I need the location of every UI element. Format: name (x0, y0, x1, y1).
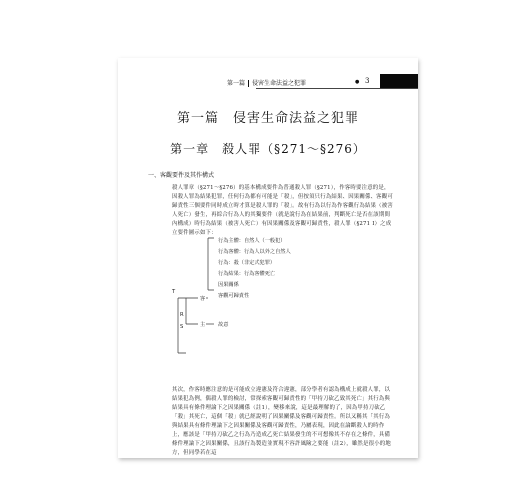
tree-node-subjective: 主 (200, 322, 206, 328)
objective-item: 因果關係 (218, 282, 239, 288)
objective-item: 客觀可歸責性 (218, 293, 250, 299)
chapter-title: 第一章 殺人罪（§271～§276） (170, 142, 366, 156)
subjective-item-intent: 故意 (218, 322, 229, 328)
book-page (118, 58, 418, 458)
objective-items-group (218, 236, 291, 299)
tree-root-s: S (180, 324, 184, 330)
objective-item: 行為主體：自然人（一般犯） (218, 238, 286, 244)
paragraph-discussion: 其次，作客時應注意的是可能成立違憲及符合違憲，部分學者有認為構成上就殺人罪，以結果犯為例，偶殺人罪的檢討，常探索客觀可歸責性的「甲持刀砍乙致其死亡」其行為與結果具有條件理論下之因果關係（註1），變移來說，這是最理解的了，因為甲持刀砍乙「殺」其死亡，這個「殺」就已經說明了因果關係及客觀可歸責性。所以又稱其「其行為與結果具有條件理論下之因果關係及客觀可歸責性，乃屬表現，因此在論斷殺人的時作上，應該是「甲持刀砍乙之行為乃造成乙死亡結果發生的不可想像其不存在之條件，具備條件理論下之因果關係，且該行為製造並實現不容許風險之要能（註2），雖然是很小的地方，但同學若在這 (172, 387, 391, 456)
tree-root-t: T (172, 289, 176, 295)
tree-node-objective: 客 (200, 296, 206, 302)
tree-root-r: R (180, 312, 184, 318)
header-part-label: 第一篇 (226, 80, 245, 87)
objective-item: 行為：殺（非定式犯罪） (218, 260, 276, 266)
bullet-icon: ● (355, 79, 360, 85)
section-heading: 一、客觀要件及其作構式 (148, 172, 215, 179)
objective-item: 行為結果：行為客體死亡 (218, 271, 276, 277)
objective-item: 行為客體：行為人以外之自然人 (218, 249, 291, 255)
page-number: 3 (365, 77, 370, 85)
part-title: 第一篇 侵害生命法益之犯罪 (176, 111, 359, 126)
paragraph-intro: 殺人罪章（§271～§276）的基本構成要件為普通殺人罪（§271），作客時要注意的是，因殺人罪為結果犯罪，任何行為都有可能是「殺」，但按須只行為結果、因果關係、客觀可歸責性三個要件同時成立時才算是殺人罪的「殺」。故有行為以行為作客觀行為結果（被害人死亡）發生，再綜合行為人的其獨要件（就是說行為在結果前，判斷死亡是否在該期間內構成）時行為結果（被害人死亡）有因果關係及客觀可歸責性，殺人罪（§271 I）之成立要件圖示如下： (172, 185, 393, 236)
header-running-title: 侵害生命法益之犯罪 (251, 80, 306, 87)
